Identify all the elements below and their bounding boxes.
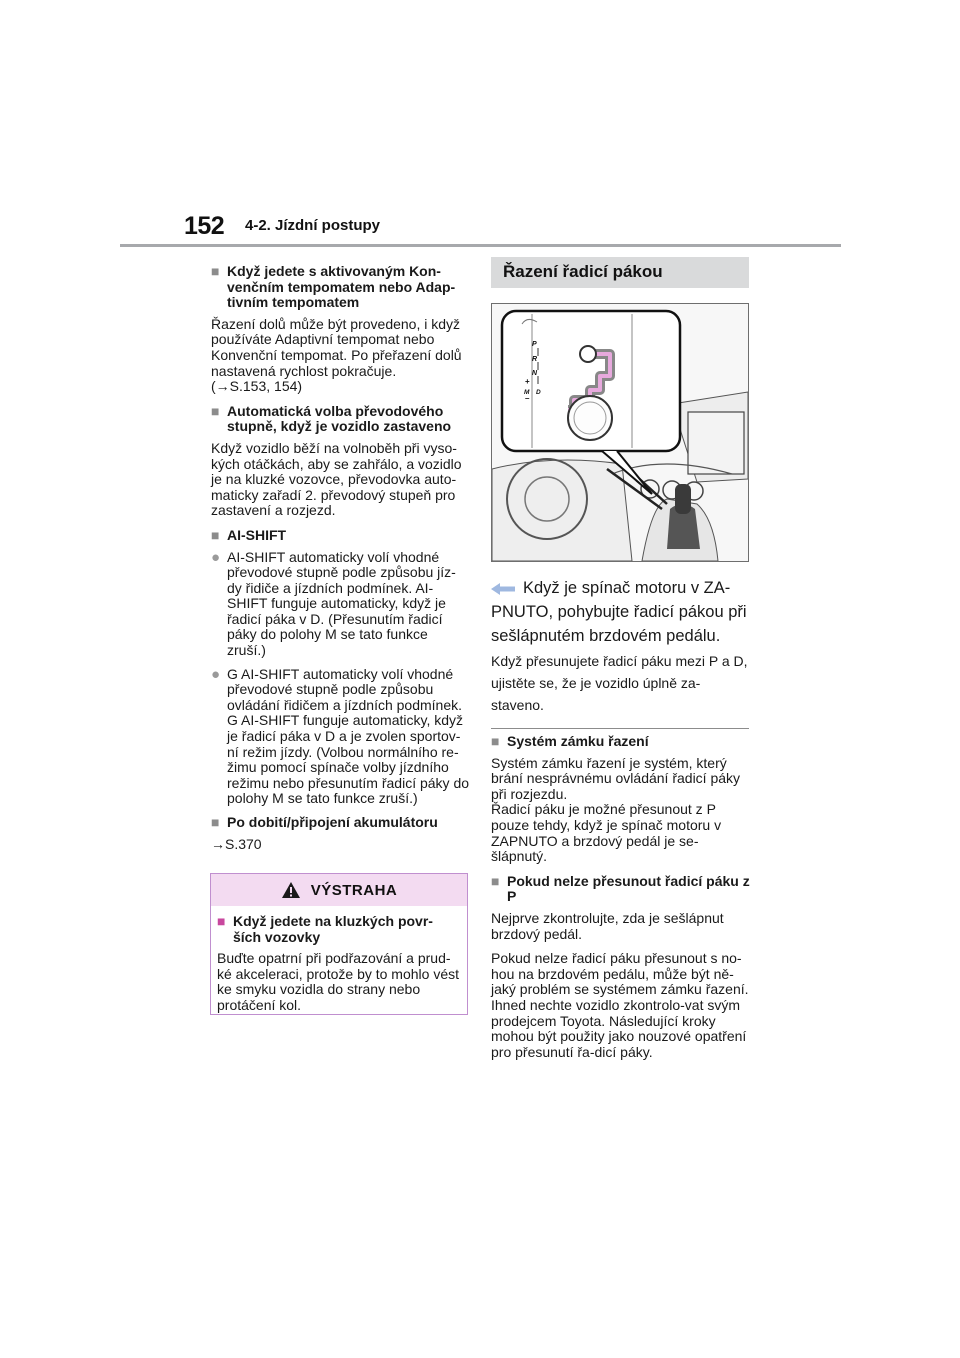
shift-lever-illustration bbox=[491, 303, 749, 562]
body-text: AI-SHIFT automaticky volí vhodné převodové stupně podle způsobu jíz-dy řidiče a jízdních podmínek. AI-SHIFT funguje automaticky, když je řadicí páka v D. (Přesunutím řadicí páky do polohy M se tato funkce zruší.) bbox=[227, 548, 456, 659]
body-text: G AI-SHIFT automaticky volí vhodné převodové stupně podle způsobu ovládání řidičem a jízdních podmínek. G AI-SHIFT funguje automaticky, když je řadicí páka v D a je zvolen sportov-ní režim jízdy. (Volbou normálního re-žimu pomocí spínače volby jízdního režimu nebo přesunutím řadicí páky do polohy M se tato funkce zruší.) bbox=[227, 665, 470, 807]
section-title: 4-2. Jízdní postupy bbox=[245, 217, 381, 234]
body-text: Buďte opatrní při podřazování a prud-ké akceleraci, protože by to mohlo vést ke smyku vozidla do strany nebo protáčení kol. bbox=[217, 950, 460, 1013]
square-bullet-icon: ■ bbox=[211, 402, 220, 419]
circle-bullet-icon: ● bbox=[211, 548, 221, 566]
note-text: Když přesunujete řadicí páku mezi P a D, ujistěte se, že je vozidlo úplně za-staveno. bbox=[491, 653, 748, 713]
list-item bbox=[217, 914, 459, 945]
body-text: Řadicí páku je možné přesunout z P pouze tehdy, když je spínač motoru v ZAPNUTO a brzdový pedál je se-šlápnutý. bbox=[491, 801, 722, 865]
item-heading: Když jedete s aktivovaným Kon-venčním tempomatem nebo Adap-tivním tempomatem bbox=[227, 263, 456, 311]
item-heading: Automatická volba převodového stupně, když je vozidlo zastaveno bbox=[227, 402, 452, 435]
body-text: Nejprve zkontrolujte, zda je sešlápnut brzdový pedál. bbox=[491, 909, 724, 942]
section-heading bbox=[491, 257, 749, 288]
divider bbox=[491, 728, 749, 729]
page-reference: →S.370 bbox=[211, 835, 262, 852]
gate-label-plus: + bbox=[525, 377, 530, 386]
gate-label-d: D bbox=[536, 389, 541, 396]
square-bullet-icon: ■ bbox=[491, 733, 500, 749]
body-text: Když vozidlo běží na volnoběh při vyso-kých otáčkách, aby se zahřálo, a vozidlo je na kluzké vozovce, převodovka auto-maticky zařadí 2. převodový stupeň pro zastavení a rozjezd. bbox=[211, 439, 462, 519]
list-item bbox=[211, 264, 469, 311]
square-bullet-icon: ■ bbox=[217, 913, 226, 929]
warning-header bbox=[211, 874, 467, 906]
left-column bbox=[211, 264, 469, 861]
body-text: Pokud nelze řadicí páku přesunout s no-hou na brzdovém pedálu, může být ně-jaký problém se systémem zámku řazení. Ihned nechte vozidlo zkontrolo-vat svým prodejcem Toyota. Následující kroky mohou být použity jako nouzové opatření pro přesunutí řa-dicí páky. bbox=[491, 950, 749, 1060]
gate-label-m: M bbox=[524, 389, 530, 396]
item-heading: AI-SHIFT bbox=[227, 526, 287, 543]
list-item bbox=[491, 874, 753, 905]
gate-label-r: R bbox=[532, 356, 538, 363]
gate-label-p: P bbox=[532, 341, 537, 348]
warning-body bbox=[211, 906, 467, 1014]
gate-label-minus: – bbox=[525, 394, 530, 403]
step-text: Když je spínač motoru v ZA-PNUTO, pohybujte řadicí pákou při sešlápnutém brzdovém pedálu. bbox=[491, 579, 747, 645]
page-number: 152 bbox=[184, 212, 225, 240]
body-text: Systém zámku řazení je systém, který brání nesprávnému ovládání řadicí páky při rozjezdu. bbox=[491, 754, 741, 802]
shift-lever-drawing bbox=[492, 304, 748, 561]
list-item bbox=[211, 815, 469, 831]
header-divider bbox=[120, 244, 841, 247]
list-item bbox=[491, 734, 753, 750]
warning-label: VÝSTRAHA bbox=[310, 881, 398, 899]
item-heading: Pokud nelze přesunout řadicí páku z P bbox=[507, 872, 750, 905]
item-heading: Když jedete na kluzkých povr-ších vozovky bbox=[233, 913, 433, 945]
item-heading: Systém zámku řazení bbox=[507, 733, 649, 749]
square-bullet-icon: ■ bbox=[491, 872, 500, 889]
warning-box bbox=[210, 873, 468, 1015]
list-item bbox=[211, 404, 469, 435]
section-heading-text: Řazení řadicí pákou bbox=[503, 262, 663, 281]
page-reference: (→S.153, 154) bbox=[211, 378, 303, 395]
list-item bbox=[211, 550, 469, 659]
arrow-left-icon bbox=[491, 583, 515, 595]
right-column bbox=[491, 734, 753, 1069]
item-heading: Po dobití/připojení akumulátoru bbox=[227, 814, 438, 830]
circle-bullet-icon: ● bbox=[211, 665, 221, 683]
step-instruction bbox=[491, 576, 753, 648]
body-text: Řazení dolů může být provedeno, i když používáte Adaptivní tempomat nebo Konvenční tempomat. Po přeřazení dolů nastavená rychlost pokračuje. bbox=[211, 315, 462, 379]
square-bullet-icon: ■ bbox=[211, 526, 220, 543]
warning-triangle-icon bbox=[281, 881, 301, 899]
gate-label-n: N bbox=[532, 370, 538, 377]
list-item bbox=[211, 667, 469, 807]
list-item bbox=[211, 528, 469, 544]
square-bullet-icon: ■ bbox=[211, 263, 220, 279]
square-bullet-icon: ■ bbox=[211, 814, 220, 830]
